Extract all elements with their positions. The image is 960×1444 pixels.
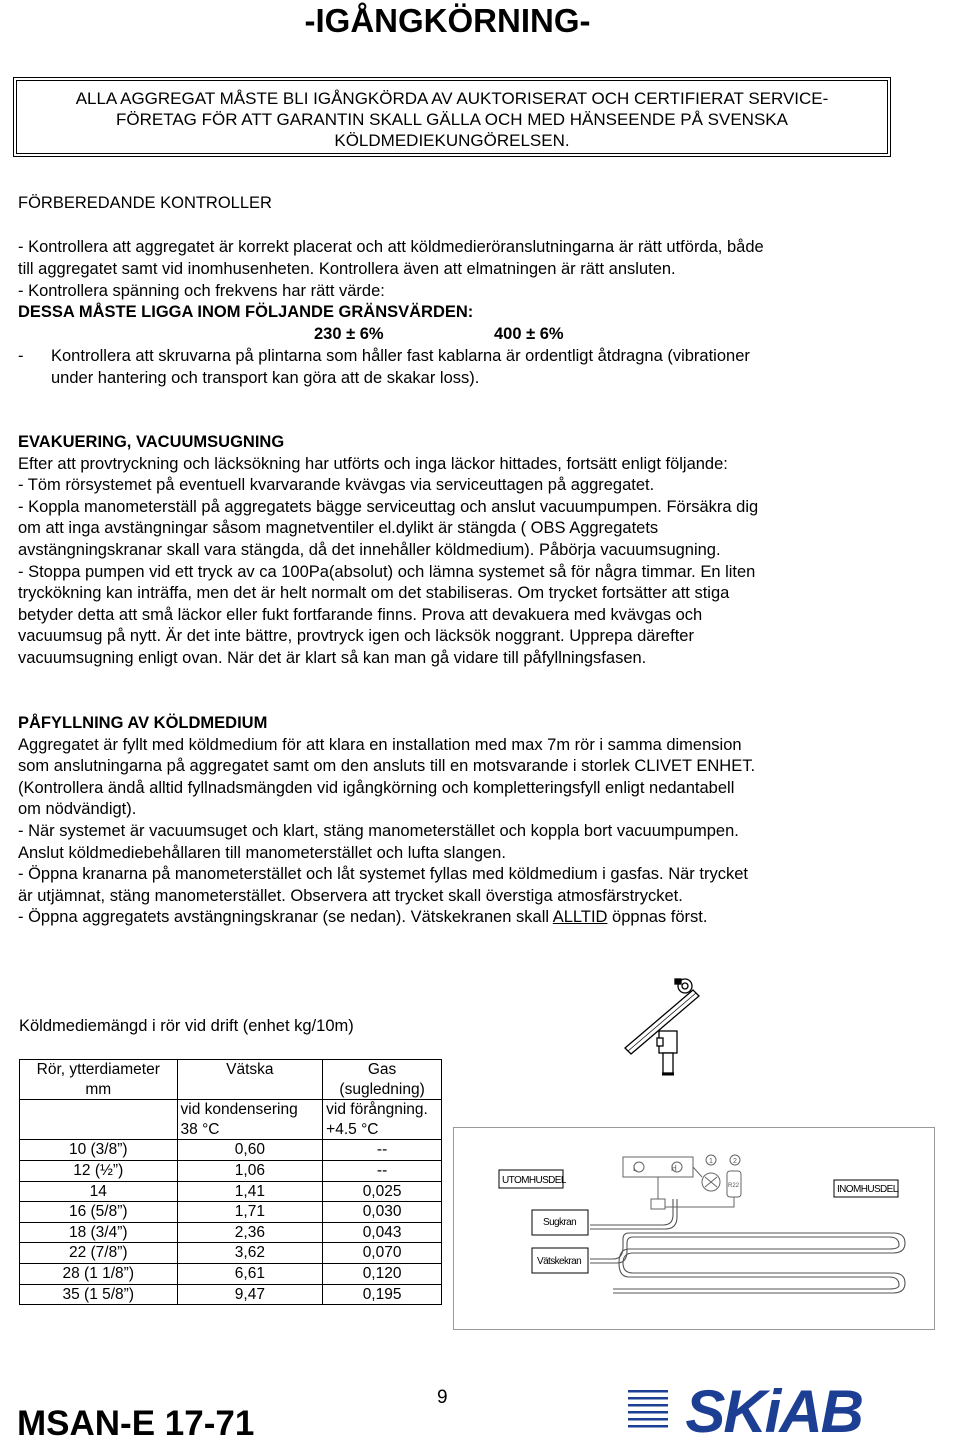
cell-liquid: 1,06 bbox=[177, 1160, 323, 1181]
alltid-emphasis: ALLTID bbox=[552, 908, 608, 927]
page-title: -IGÅNGKÖRNING- bbox=[304, 2, 591, 39]
fill-line: som anslutningarna på aggregatet samt om den ansluts till en motsvarande i storlek CLIVET ENHET. bbox=[18, 757, 756, 776]
service-valve-illustration bbox=[615, 976, 710, 1081]
evacuation-section bbox=[18, 432, 758, 670]
skiab-logo bbox=[626, 1380, 866, 1438]
cell-diameter: 12 (½”) bbox=[20, 1160, 178, 1181]
cell-diameter: 18 (3/4”) bbox=[20, 1222, 178, 1243]
header-pipe-diameter: Rör, ytterdiameter mm bbox=[20, 1060, 178, 1100]
table-row bbox=[20, 1202, 442, 1223]
gauge-low-label: L bbox=[633, 1164, 638, 1173]
cell-liquid: 9,47 bbox=[177, 1284, 323, 1305]
cell-diameter: 35 (1 5/8”) bbox=[20, 1284, 178, 1305]
liquid-valve-label: Vätskekran bbox=[537, 1256, 582, 1267]
logo-text: SKiAB bbox=[685, 1380, 862, 1438]
subheader-liquid: vid kondensering 38 °C bbox=[177, 1100, 323, 1140]
header-gas: Gas (sugledning) bbox=[323, 1060, 442, 1100]
fill-line: Aggregatet är fyllt med köldmedium för att klara en installation med max 7m rör i samma dimension bbox=[18, 735, 742, 754]
table-row bbox=[20, 1160, 442, 1181]
voltage-230: 230 ± 6% bbox=[314, 325, 384, 343]
limits-heading: DESSA MÅSTE LIGGA INOM FÖLJANDE GRÄNSVÄRDEN: bbox=[18, 303, 474, 321]
fill-line: (Kontrollera ändå alltid fyllnadsmängden vid igångkörning och kompletteringsfyll enligt nedantabell bbox=[18, 778, 735, 797]
evac-line: vacuumsugning enligt ovan. När det är klart så kan man gå vidare till påfyllningsfasen. bbox=[18, 648, 647, 667]
table-caption: Köldmediemängd i rör vid drift (enhet kg/10m) bbox=[19, 1017, 354, 1035]
notice-line: FÖRETAG FÖR ATT GARANTIN SKALL GÄLLA OCH MED HÄNSEENDE PÅ SVENSKA bbox=[116, 110, 788, 129]
evac-line: vacuumsug på nytt. Är det inte bättre, provtryck igen och läcksök noggrant. Upprepa därefter bbox=[18, 627, 694, 646]
cell-diameter: 16 (5/8”) bbox=[20, 1202, 178, 1223]
table-row bbox=[20, 1243, 442, 1264]
cell-gas: 0,025 bbox=[323, 1181, 442, 1202]
prep-heading: FÖRBEREDANDE KONTROLLER bbox=[18, 194, 272, 212]
table-row bbox=[20, 1181, 442, 1202]
fill-last-text: öppnas först. bbox=[607, 908, 708, 927]
cell-liquid: 1,71 bbox=[177, 1202, 323, 1223]
table-row bbox=[20, 1222, 442, 1243]
cell-gas: 0,070 bbox=[323, 1243, 442, 1264]
refrigerant-table bbox=[19, 1059, 442, 1305]
notice-line: ALLA AGGREGAT MÅSTE BLI IGÅNGKÖRDA AV AUKTORISERAT OCH CERTIFIERAT SERVICE- bbox=[75, 89, 829, 108]
fill-line: Anslut köldmediebehållaren till manometerstället och lufta slangen. bbox=[18, 843, 506, 862]
cell-liquid: 1,41 bbox=[177, 1181, 323, 1202]
cell-diameter: 10 (3/8”) bbox=[20, 1140, 178, 1161]
subheader-gas: vid förångning. +4.5 °C bbox=[323, 1100, 442, 1140]
fill-line: är utjämnat, stäng manometerstället. Observera att trycket skall överstiga atmosfärstrycket. bbox=[18, 886, 683, 905]
fill-line: om nödvändigt). bbox=[18, 800, 137, 819]
evac-line: om att inga avstängningar såsom magnetventiler el.dylikt är stängda ( OBS Aggregatets bbox=[18, 519, 659, 538]
charging-section bbox=[18, 713, 755, 929]
evac-line: Efter att provtryckning och läcksökning har utförts och inga läckor hittades, fortsätt enligt följande: bbox=[18, 454, 728, 473]
table-row bbox=[20, 1284, 442, 1305]
cell-diameter: 28 (1 1/8”) bbox=[20, 1263, 178, 1284]
prep-line: - Kontrollera spänning och frekvens har rätt värde: bbox=[18, 282, 385, 300]
cell-diameter: 14 bbox=[20, 1181, 178, 1202]
cell-gas: 0,030 bbox=[323, 1202, 442, 1223]
installation-diagram bbox=[453, 1127, 935, 1330]
fill-line: - När systemet är vacuumsuget och klart, stäng manometerstället och koppla bort vacuumpumpen. bbox=[18, 821, 739, 840]
notice-line: KÖLDMEDIEKUNGÖRELSEN. bbox=[334, 131, 570, 150]
indoor-unit-label: INOMHUSDEL bbox=[837, 1184, 898, 1195]
table-subheader-row bbox=[20, 1100, 442, 1140]
prep-line: - Kontrollera att aggregatet är korrekt placerat och att köldmedieröranslutningarna är rätt utförda, både bbox=[18, 238, 764, 256]
evac-line: - Töm rörsystemet på eventuell kvarvarande kvävgas via serviceuttagen på aggregatet. bbox=[18, 476, 655, 495]
cell-gas: -- bbox=[323, 1140, 442, 1161]
evac-line: - Koppla manometerställ på aggregatets bägge serviceuttag och anslut vacuumpumpen. Försäkra dig bbox=[18, 497, 759, 516]
cell-gas: 0,195 bbox=[323, 1284, 442, 1305]
table-row bbox=[20, 1140, 442, 1161]
component-1-label: 1 bbox=[709, 1158, 713, 1165]
cell-gas: 0,120 bbox=[323, 1263, 442, 1284]
refrigerant-type-label: R22 bbox=[728, 1183, 740, 1189]
page-number: 9 bbox=[437, 1387, 448, 1408]
voltage-400: 400 ± 6% bbox=[494, 325, 564, 343]
evac-line: avstängningskranar skall vara stängda, då det innehåller köldmedium). Påbörja vacuumsugning. bbox=[18, 540, 721, 559]
prep-line: till aggregatet samt vid inomhusenheten. Kontrollera även att elmatningen är rätt ansluten. bbox=[18, 260, 676, 278]
component-2-label: 2 bbox=[733, 1158, 737, 1165]
cell-liquid: 6,61 bbox=[177, 1263, 323, 1284]
evac-line: betyder detta att små läckor eller fukt fortfarande finns. Prova att devakuera med kvävgas och bbox=[18, 605, 703, 624]
cell-liquid: 2,36 bbox=[177, 1222, 323, 1243]
fill-last-text: - Öppna aggregatets avstängningskranar (se nedan). Vätskekranen skall bbox=[18, 908, 553, 927]
charging-heading: PÅFYLLNING AV KÖLDMEDIUM bbox=[18, 714, 268, 732]
table-row bbox=[20, 1263, 442, 1284]
prep-line: Kontrollera att skruvarna på plintarna som håller fast kablarna är ordentligt åtdragna (vibrationer bbox=[51, 347, 750, 365]
outdoor-unit-label: UTOMHUSDEL bbox=[502, 1175, 566, 1186]
evac-line: tryckökning kan inträffa, men det är helt normalt om det stabiliseras. Om trycket fortsätter att stiga bbox=[18, 584, 730, 603]
list-dash: - bbox=[18, 347, 24, 365]
cell-gas: 0,043 bbox=[323, 1222, 442, 1243]
table-header-row bbox=[20, 1060, 442, 1100]
document-code: MSAN-E 17-71 bbox=[17, 1404, 255, 1443]
certification-notice bbox=[13, 77, 891, 157]
evacuation-heading: EVAKUERING, VACUUMSUGNING bbox=[18, 433, 285, 451]
prep-line: under hantering och transport kan göra att de skakar loss). bbox=[51, 369, 480, 387]
fill-line: - Öppna kranarna på manometerstället och låt systemet fyllas med köldmedium i gasfas. När trycket bbox=[18, 865, 748, 884]
cell-liquid: 3,62 bbox=[177, 1243, 323, 1264]
subheader-empty bbox=[20, 1100, 178, 1140]
header-liquid: Vätska bbox=[177, 1060, 323, 1100]
cell-diameter: 22 (7/8”) bbox=[20, 1243, 178, 1264]
gauge-high-label: H bbox=[671, 1164, 677, 1173]
cell-liquid: 0,60 bbox=[177, 1140, 323, 1161]
evac-line: - Stoppa pumpen vid ett tryck av ca 100Pa(absolut) och lämna systemet så för några timmar. En liten bbox=[18, 562, 756, 581]
fill-line bbox=[18, 907, 755, 929]
cell-gas: -- bbox=[323, 1160, 442, 1181]
suction-valve-label: Sugkran bbox=[543, 1217, 577, 1228]
